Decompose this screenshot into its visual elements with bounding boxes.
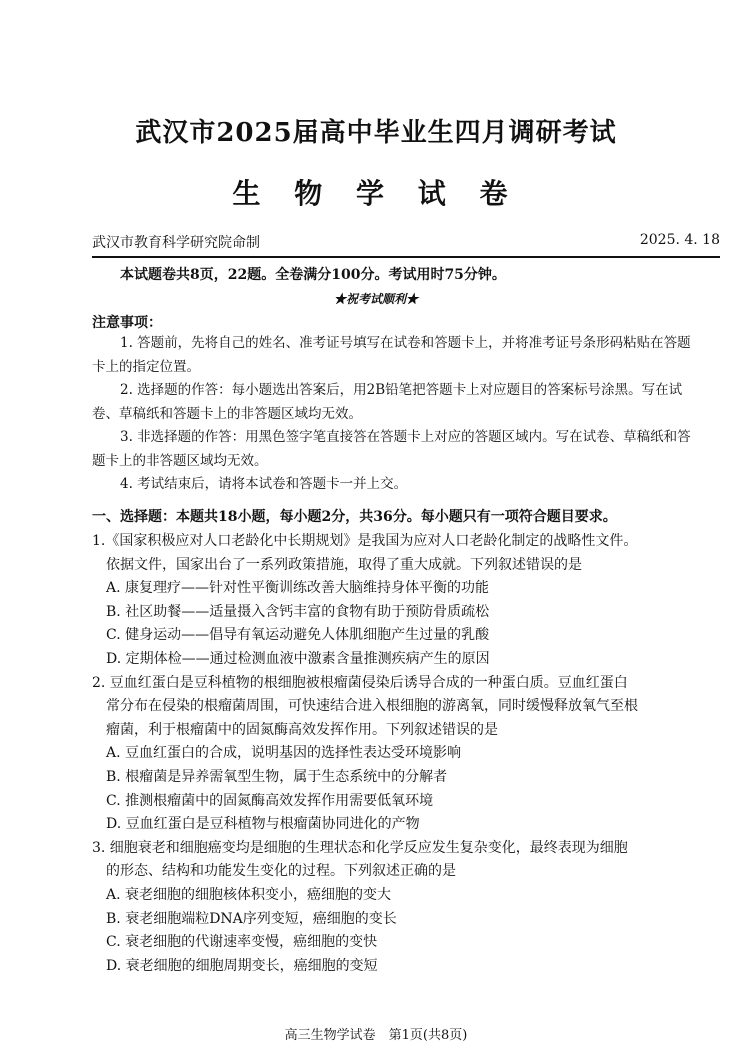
notice-list	[92, 332, 692, 497]
option-c: C. 推测根瘤菌中的固氮酶高效发挥作用需要低氧环境	[106, 792, 434, 809]
stem-line: 1.《国家积极应对人口老龄化中长期规划》是我国为应对人口老龄化制定的战略性文件。	[92, 533, 638, 549]
question-stem	[92, 530, 692, 577]
notice-item: 4. 考试结束后，请将本试卷和答题卡一并上交。	[120, 476, 408, 492]
good-luck-text: ★祝考试顺利★	[333, 292, 418, 306]
option-b: B. 社区助餐——适量摄入含钙丰富的食物有助于预防骨质疏松	[106, 603, 490, 620]
page-footer: 高三生物学试卷 第1页(共8页)	[284, 1028, 468, 1043]
notice-item: 3. 非选择题的作答：用黑色签字笔直接答在答题卡上对应的答题区域内。写在试卷、草稿纸和答题卡上的非答题区域均无效。	[92, 429, 691, 469]
stem-line: 瘤菌，利于根瘤菌中的固氮酶高效发挥作用。下列叙述错误的是	[106, 721, 498, 738]
exam-title: 武汉市2025届高中毕业生四月调研考试	[135, 118, 617, 148]
header-row	[92, 230, 720, 258]
question-1	[92, 530, 692, 672]
question-list	[92, 530, 692, 978]
option-a: A. 衰老细胞的细胞核体积变小，癌细胞的变大	[106, 886, 392, 903]
stem-line: 2. 豆血红蛋白是豆科植物的根细胞被根瘤菌侵染后诱导合成的一种蛋白质。豆血红蛋白	[92, 674, 628, 691]
exam-date: 2025. 4. 18	[639, 232, 720, 248]
option-d: D. 定期体检——通过检测血液中激素含量推测疾病产生的原因	[106, 650, 490, 667]
stem-line: 依据文件，国家出台了一系列政策措施，取得了重大成就。下列叙述错误的是	[106, 556, 582, 573]
option-d: D. 衰老细胞的细胞周期变长，癌细胞的变短	[106, 957, 378, 974]
option-d: D. 豆血红蛋白是豆科植物与根瘤菌协同进化的产物	[106, 816, 420, 833]
exam-subtitle: 生 物 学 试 卷	[232, 177, 520, 210]
option-b: B. 根瘤菌是异养需氧型生物，属于生态系统中的分解者	[106, 768, 448, 785]
question-stem	[92, 837, 692, 884]
stem-line: 3. 细胞衰老和细胞癌变均是细胞的生理状态和化学反应发生复杂变化，最终表现为细胞	[92, 839, 628, 856]
notice-item: 2. 选择题的作答：每小题选出答案后，用2B铅笔把答题卡上对应题目的答案标号涂黑。写在试卷、草稿纸和答题卡上的非答题区域均无效。	[92, 382, 683, 422]
question-3	[92, 837, 692, 979]
question-stem	[92, 672, 692, 743]
option-a: A. 康复理疗——针对性平衡训练改善大脑维持身体平衡的功能	[106, 580, 490, 597]
option-c: C. 衰老细胞的代谢速率变慢，癌细胞的变快	[106, 934, 378, 951]
notice-item: 1. 答题前，先将自己的姓名、准考证号填写在试卷和答题卡上，并将准考证号条形码粘贴在答题卡上的指定位置。	[92, 335, 691, 375]
stem-line: 常分布在侵染的根瘤菌周围，可快速结合进入根细胞的游离氧，同时缓慢释放氧气至根	[106, 698, 638, 715]
stem-line: 的形态、结构和功能发生变化的过程。下列叙述正确的是	[106, 863, 456, 880]
question-2	[92, 672, 692, 837]
option-b: B. 衰老细胞端粒DNA序列变短，癌细胞的变长	[106, 910, 397, 927]
section-heading: 一、选择题：本题共18小题，每小题2分，共36分。每小题只有一项符合题目要求。	[92, 509, 617, 525]
option-c: C. 健身运动——倡导有氧运动避免人体肌细胞产生过量的乳酸	[106, 627, 490, 644]
option-a: A. 豆血红蛋白的合成，说明基因的选择性表达受环境影响	[106, 745, 462, 762]
exam-info: 本试题卷共8页，22题。全卷满分100分。考试用时75分钟。	[120, 267, 506, 283]
notice-title: 注意事项：	[92, 315, 162, 331]
issuer-text: 武汉市教育科学研究院命制	[92, 235, 260, 251]
